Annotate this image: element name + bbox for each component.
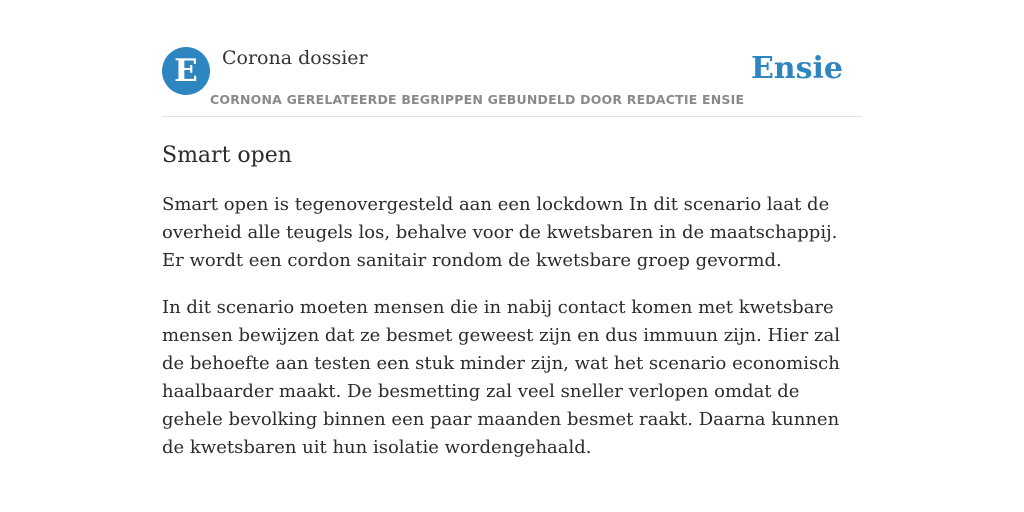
ensie-logo-icon[interactable]: E	[162, 47, 210, 95]
page	[162, 0, 862, 462]
header	[162, 46, 862, 117]
article-paragraph: Smart open is tegenovergesteld aan een lockdown In dit scenario laat de overheid alle teugels los, behalve voor de kwetsbaren in de maatschappij. Er wordt een cordon sanitair rondom de kwetsbare groep gevormd.	[162, 194, 838, 271]
dossier-title[interactable]: Corona dossier	[222, 47, 368, 69]
brand-logo[interactable]: Ensie	[750, 51, 843, 86]
dossier-subtitle: CORNONA GERELATEERDE BEGRIPPEN GEBUNDELD DOOR REDACTIE ENSIE	[210, 92, 745, 107]
article-paragraph: In dit scenario moeten mensen die in nabij contact komen met kwetsbare mensen bewijzen dat ze besmet geweest zijn en dus immuun zijn. Hier zal de behoefte aan testen een stuk minder zijn, wat het scenario economisch haalbaarder maakt. De besmetting zal veel sneller verlopen omdat de gehele bevolking binnen een paar maanden besmet raakt. Daarna kunnen de kwetsbaren uit hun isolatie wordengehaald.	[162, 297, 840, 458]
article-title: Smart open	[162, 143, 292, 168]
